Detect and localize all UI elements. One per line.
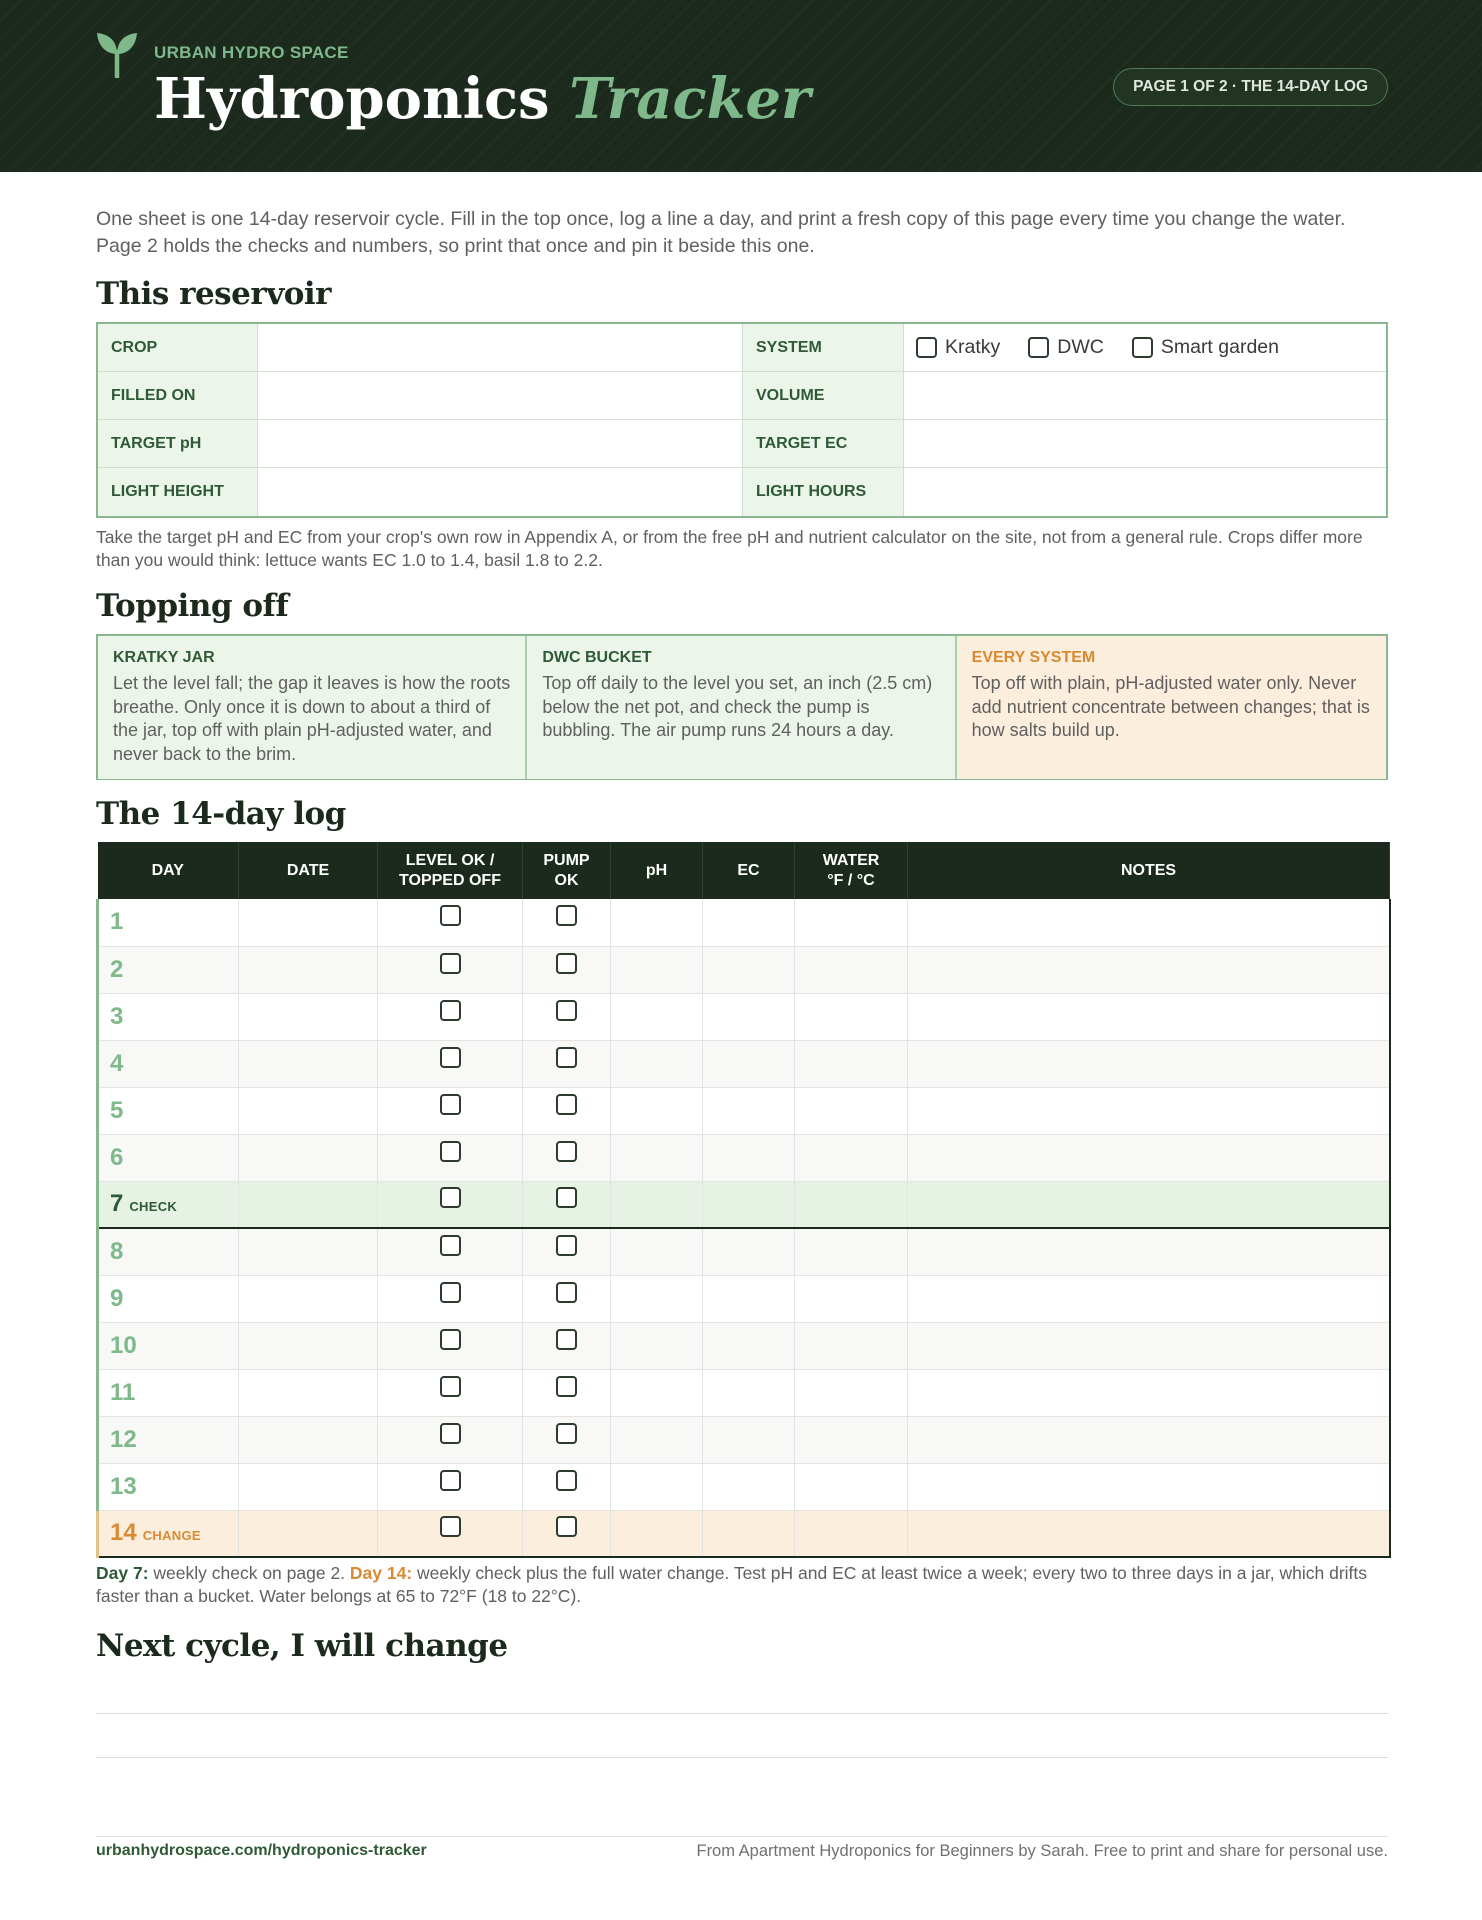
col-water-line1: WATER — [822, 851, 880, 869]
water-temp-cell[interactable] — [795, 1322, 908, 1369]
crop-field[interactable] — [258, 324, 743, 372]
col-level-line2: TOPPED OFF — [399, 871, 501, 889]
pump-cell[interactable] — [523, 1322, 611, 1369]
checkbox[interactable] — [440, 1376, 461, 1397]
ph-cell[interactable] — [611, 1228, 703, 1275]
footer-url[interactable]: urbanhydrospace.com/hydroponics-tracker — [96, 1842, 427, 1859]
water-temp-cell[interactable] — [795, 1040, 908, 1087]
date-cell[interactable] — [239, 1275, 378, 1322]
date-cell[interactable] — [239, 1087, 378, 1134]
checkbox[interactable] — [440, 1141, 461, 1162]
target-ph-label: TARGET pH — [98, 420, 258, 468]
pump-cell[interactable] — [523, 1416, 611, 1463]
checkbox[interactable] — [440, 1187, 461, 1208]
pump-cell[interactable] — [523, 1087, 611, 1134]
box-body: Top off daily to the level you set, an inch (2.5 cm) below the net pot, and check the pump is bubbling. The air pump runs 24 hours a day. — [542, 673, 933, 740]
level-cell[interactable] — [378, 1322, 523, 1369]
date-cell[interactable] — [239, 1416, 378, 1463]
ph-cell[interactable] — [611, 1040, 703, 1087]
notes-cell[interactable] — [908, 1369, 1390, 1416]
notes-cell[interactable] — [908, 1040, 1390, 1087]
checkbox[interactable] — [440, 1423, 461, 1444]
log-row — [98, 1416, 1390, 1463]
write-line[interactable] — [96, 1713, 1388, 1714]
checkbox[interactable] — [556, 1235, 577, 1256]
box-body: Top off with plain, pH-adjusted water only. Never add nutrient concentrate between changes; that is how salts build up. — [971, 673, 1370, 740]
checkbox[interactable] — [440, 1047, 461, 1068]
target-ph-field[interactable] — [258, 420, 743, 468]
ph-cell[interactable] — [611, 899, 703, 946]
pump-cell[interactable] — [523, 1134, 611, 1181]
level-cell[interactable] — [378, 899, 523, 946]
day-number: 10 — [110, 1331, 137, 1359]
checkbox[interactable] — [440, 1516, 461, 1537]
page-title — [154, 66, 811, 132]
checkbox[interactable] — [440, 1470, 461, 1491]
date-cell[interactable] — [239, 899, 378, 946]
day-number: 13 — [110, 1472, 137, 1500]
log-heading: The 14-day log — [96, 796, 346, 832]
water-temp-cell[interactable] — [795, 1134, 908, 1181]
log-row — [98, 1275, 1390, 1322]
box-title: KRATKY JAR — [113, 649, 215, 666]
topping-off-boxes — [96, 634, 1388, 780]
day14-label: Day 14: — [349, 1563, 413, 1583]
ec-cell[interactable] — [703, 899, 795, 946]
date-cell[interactable] — [239, 1463, 378, 1510]
checkbox[interactable] — [556, 1516, 577, 1537]
checkbox[interactable] — [556, 1282, 577, 1303]
date-cell[interactable] — [239, 1369, 378, 1416]
notes-cell[interactable] — [908, 993, 1390, 1040]
checkbox[interactable] — [556, 1329, 577, 1350]
level-cell[interactable] — [378, 946, 523, 993]
ec-cell[interactable] — [703, 1369, 795, 1416]
water-temp-cell[interactable] — [795, 1416, 908, 1463]
write-line[interactable] — [96, 1757, 1388, 1758]
day-number: 11 — [110, 1378, 136, 1406]
day-cell — [98, 1181, 239, 1228]
day-number: 5 — [110, 1096, 124, 1124]
day-cell — [98, 1416, 239, 1463]
ph-cell[interactable] — [611, 1510, 703, 1557]
checkbox[interactable] — [1028, 337, 1049, 358]
notes-cell[interactable] — [908, 946, 1390, 993]
reservoir-note: Take the target pH and EC from your crop's own row in Appendix A, or from the free pH and nutrient calculator on the site, not from a general rule. Crops differ more than you would think: lettuce wants EC 1.0 to 1.4, basil 1.8 to 2.2. — [96, 527, 1363, 570]
date-cell[interactable] — [239, 1181, 378, 1228]
ph-cell[interactable] — [611, 946, 703, 993]
volume-label: VOLUME — [743, 372, 904, 420]
notes-cell[interactable] — [908, 1134, 1390, 1181]
water-temp-cell[interactable] — [795, 1510, 908, 1557]
col-date: DATE — [239, 842, 378, 899]
date-cell[interactable] — [239, 946, 378, 993]
col-level-line1: LEVEL OK / — [405, 851, 495, 869]
day-cell — [98, 993, 239, 1040]
level-cell[interactable] — [378, 1040, 523, 1087]
box-title: EVERY SYSTEM — [971, 649, 1096, 666]
date-cell[interactable] — [239, 993, 378, 1040]
option-label: DWC — [1057, 336, 1104, 358]
day-cell — [98, 946, 239, 993]
log-row — [98, 1510, 1390, 1557]
level-cell[interactable] — [378, 1087, 523, 1134]
checkbox[interactable] — [440, 1235, 461, 1256]
filled-on-field[interactable] — [258, 372, 743, 420]
col-pump-line2: OK — [554, 871, 579, 889]
change-tag: CHANGE — [142, 1528, 201, 1544]
system-option-dwc[interactable] — [1028, 336, 1104, 359]
volume-field[interactable] — [904, 372, 1386, 420]
day-number: 12 — [110, 1425, 137, 1453]
footer-divider — [96, 1836, 1388, 1837]
sprout-icon — [96, 30, 138, 78]
notes-cell[interactable] — [908, 1087, 1390, 1134]
topping-heading: Topping off — [96, 588, 289, 624]
checkbox[interactable] — [556, 1423, 577, 1444]
day-number: 4 — [110, 1049, 124, 1077]
option-label: Smart garden — [1160, 336, 1279, 358]
day-cell — [98, 1369, 239, 1416]
title-main: Hydroponics — [154, 66, 550, 132]
ec-cell[interactable] — [703, 946, 795, 993]
crop-label: CROP — [98, 324, 258, 372]
checkbox[interactable] — [556, 1000, 577, 1021]
notes-cell[interactable] — [908, 1275, 1390, 1322]
date-cell[interactable] — [239, 1134, 378, 1181]
day-cell — [98, 899, 239, 946]
ec-cell[interactable] — [703, 1228, 795, 1275]
col-pump — [523, 842, 611, 899]
checkbox[interactable] — [556, 1470, 577, 1491]
option-label: Kratky — [945, 336, 1001, 358]
ph-cell[interactable] — [611, 1369, 703, 1416]
day14-text: weekly check plus the full water change. Test pH and EC at least twice a week; every two to three days in a jar, which drifts faster than a bucket. Water belongs at 65 to 72°F (18 to 22°C). — [96, 1563, 1368, 1606]
col-level — [378, 842, 523, 899]
day-number: 7 — [110, 1190, 124, 1218]
box-title: DWC BUCKET — [542, 649, 652, 666]
level-cell[interactable] — [378, 1181, 523, 1228]
log-row — [98, 946, 1390, 993]
ec-cell[interactable] — [703, 993, 795, 1040]
day7-label: Day 7: — [96, 1563, 149, 1583]
col-ph: pH — [611, 842, 703, 899]
pump-cell[interactable] — [523, 946, 611, 993]
day-cell — [98, 1228, 239, 1275]
day-notes — [96, 1562, 1396, 1608]
footer-credit: From Apartment Hydroponics for Beginners by Sarah. Free to print and share for personal use. — [696, 1842, 1388, 1860]
topping-box-kratky — [98, 636, 527, 779]
log-row — [98, 1228, 1390, 1275]
log-row — [98, 899, 1390, 946]
checkbox[interactable] — [1132, 337, 1153, 358]
water-temp-cell[interactable] — [795, 1087, 908, 1134]
level-cell[interactable] — [378, 1369, 523, 1416]
notes-cell[interactable] — [908, 1510, 1390, 1557]
day-cell — [98, 1134, 239, 1181]
ec-cell[interactable] — [703, 1181, 795, 1228]
ph-cell[interactable] — [611, 993, 703, 1040]
day-cell — [98, 1510, 239, 1557]
water-temp-cell[interactable] — [795, 1181, 908, 1228]
log-row — [98, 1181, 1390, 1228]
log-header-row — [98, 842, 1390, 899]
light-hours-field[interactable] — [904, 468, 1386, 516]
log-row — [98, 1369, 1390, 1416]
light-height-field[interactable] — [258, 468, 743, 516]
col-water-line2: °F / °C — [827, 871, 875, 889]
pump-cell[interactable] — [523, 1369, 611, 1416]
title-accent: Tracker — [569, 66, 811, 132]
system-option-smart-garden[interactable] — [1132, 336, 1279, 359]
water-temp-cell[interactable] — [795, 899, 908, 946]
level-cell[interactable] — [378, 1275, 523, 1322]
ec-cell[interactable] — [703, 1416, 795, 1463]
water-temp-cell[interactable] — [795, 993, 908, 1040]
water-temp-cell[interactable] — [795, 1275, 908, 1322]
box-body: Let the level fall; the gap it leaves is how the roots breathe. Only once it is down to about a third of the jar, top off with plain pH-adjusted water, and never back to the brim. — [113, 673, 511, 764]
check-tag: CHECK — [129, 1199, 178, 1215]
brand-name: URBAN HYDRO SPACE — [154, 43, 349, 62]
checkbox[interactable] — [556, 1047, 577, 1068]
col-pump-line1: PUMP — [543, 851, 590, 869]
next-cycle-heading: Next cycle, I will change — [96, 1628, 508, 1664]
ph-cell[interactable] — [611, 1416, 703, 1463]
notes-cell[interactable] — [908, 1322, 1390, 1369]
notes-cell[interactable] — [908, 1228, 1390, 1275]
light-hours-label: LIGHT HOURS — [743, 468, 904, 516]
notes-cell[interactable] — [908, 1181, 1390, 1228]
checkbox[interactable] — [556, 1376, 577, 1397]
log-table — [96, 842, 1391, 1558]
level-cell[interactable] — [378, 1463, 523, 1510]
level-cell[interactable] — [378, 1228, 523, 1275]
topping-box-every-system — [957, 636, 1386, 779]
date-cell[interactable] — [239, 1228, 378, 1275]
light-height-label: LIGHT HEIGHT — [98, 468, 258, 516]
day-number: 8 — [110, 1237, 124, 1265]
level-cell[interactable] — [378, 993, 523, 1040]
date-cell[interactable] — [239, 1040, 378, 1087]
intro-text: One sheet is one 14-day reservoir cycle. Fill in the top once, log a line a day, and print a fresh copy of this page every time you change the water. Page 2 holds the checks and numbers, so print that once and pin it beside this one. — [96, 208, 1346, 257]
ec-cell[interactable] — [703, 1463, 795, 1510]
day-cell — [98, 1087, 239, 1134]
col-notes: NOTES — [908, 842, 1390, 899]
day-number: 9 — [110, 1284, 124, 1312]
water-temp-cell[interactable] — [795, 946, 908, 993]
page-header — [0, 0, 1482, 172]
system-option-kratky[interactable] — [916, 336, 1000, 359]
day-number: 1 — [110, 908, 124, 936]
reservoir-heading: This reservoir — [96, 276, 331, 312]
day7-text: weekly check on page 2. — [148, 1563, 350, 1583]
page-indicator-badge: PAGE 1 OF 2 · THE 14-DAY LOG — [1113, 68, 1388, 106]
ec-cell[interactable] — [703, 1134, 795, 1181]
checkbox[interactable] — [916, 337, 937, 358]
day-cell — [98, 1040, 239, 1087]
day-number: 6 — [110, 1143, 124, 1171]
date-cell[interactable] — [239, 1510, 378, 1557]
target-ec-label: TARGET EC — [743, 420, 904, 468]
notes-cell[interactable] — [908, 1416, 1390, 1463]
pump-cell[interactable] — [523, 993, 611, 1040]
water-temp-cell[interactable] — [795, 1228, 908, 1275]
water-temp-cell[interactable] — [795, 1463, 908, 1510]
col-water — [795, 842, 908, 899]
system-label: SYSTEM — [743, 324, 904, 372]
log-row — [98, 993, 1390, 1040]
checkbox[interactable] — [440, 1094, 461, 1115]
level-cell[interactable] — [378, 1416, 523, 1463]
notes-cell[interactable] — [908, 1463, 1390, 1510]
checkbox[interactable] — [440, 953, 461, 974]
log-row — [98, 1322, 1390, 1369]
notes-cell[interactable] — [908, 899, 1390, 946]
ph-cell[interactable] — [611, 1181, 703, 1228]
day-cell — [98, 1463, 239, 1510]
topping-box-dwc — [527, 636, 956, 779]
checkbox[interactable] — [440, 1000, 461, 1021]
log-row — [98, 1463, 1390, 1510]
checkbox[interactable] — [440, 905, 461, 926]
log-row — [98, 1134, 1390, 1181]
ph-cell[interactable] — [611, 1322, 703, 1369]
pump-cell[interactable] — [523, 1510, 611, 1557]
ec-cell[interactable] — [703, 1510, 795, 1557]
checkbox[interactable] — [556, 1187, 577, 1208]
checkbox[interactable] — [556, 1094, 577, 1115]
checkbox[interactable] — [556, 953, 577, 974]
ec-cell[interactable] — [703, 1087, 795, 1134]
day-cell — [98, 1322, 239, 1369]
checkbox[interactable] — [440, 1329, 461, 1350]
system-options — [904, 324, 1386, 372]
reservoir-table — [96, 322, 1388, 518]
level-cell[interactable] — [378, 1510, 523, 1557]
checkbox[interactable] — [440, 1282, 461, 1303]
water-temp-cell[interactable] — [795, 1369, 908, 1416]
pump-cell[interactable] — [523, 1275, 611, 1322]
target-ec-field[interactable] — [904, 420, 1386, 468]
ph-cell[interactable] — [611, 1275, 703, 1322]
ph-cell[interactable] — [611, 1134, 703, 1181]
date-cell[interactable] — [239, 1322, 378, 1369]
checkbox[interactable] — [556, 1141, 577, 1162]
log-row — [98, 1040, 1390, 1087]
pump-cell[interactable] — [523, 1040, 611, 1087]
pump-cell[interactable] — [523, 899, 611, 946]
ph-cell[interactable] — [611, 1087, 703, 1134]
level-cell[interactable] — [378, 1134, 523, 1181]
pump-cell[interactable] — [523, 1228, 611, 1275]
col-day: DAY — [98, 842, 239, 899]
log-row — [98, 1087, 1390, 1134]
pump-cell[interactable] — [523, 1463, 611, 1510]
day-number: 14 — [110, 1519, 137, 1547]
pump-cell[interactable] — [523, 1181, 611, 1228]
ph-cell[interactable] — [611, 1463, 703, 1510]
day-number: 2 — [110, 955, 124, 983]
day-cell — [98, 1275, 239, 1322]
ec-cell[interactable] — [703, 1040, 795, 1087]
filled-on-label: FILLED ON — [98, 372, 258, 420]
checkbox[interactable] — [556, 905, 577, 926]
ec-cell[interactable] — [703, 1322, 795, 1369]
col-ec: EC — [703, 842, 795, 899]
ec-cell[interactable] — [703, 1275, 795, 1322]
day-number: 3 — [110, 1002, 124, 1030]
